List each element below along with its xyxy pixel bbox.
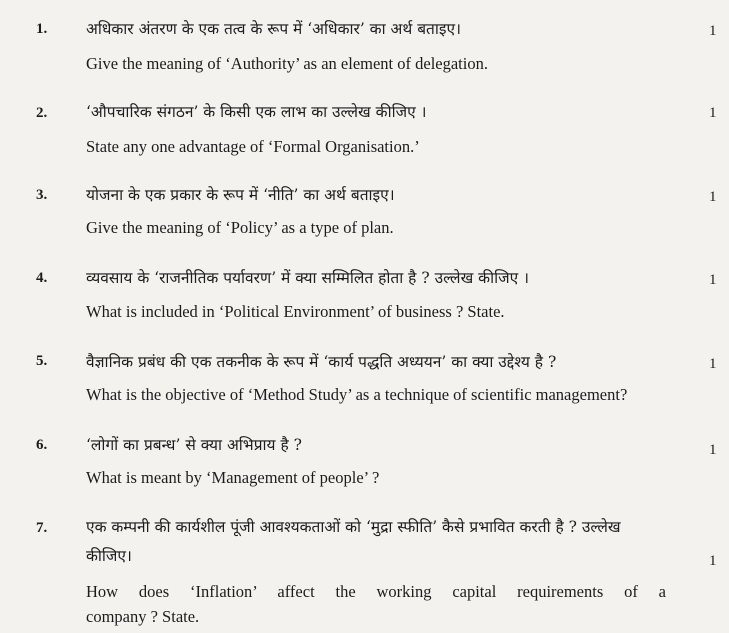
question-hindi: व्यवसाय के ‘राजनीतिक पर्यावरण’ में क्या सम्मिलित होता है ? उल्लेख कीजिए । (86, 269, 529, 287)
question-number: 2. (36, 105, 48, 121)
question-hindi: योजना के एक प्रकार के रूप में ‘नीति’ का अर्थ बताइए। (86, 186, 395, 204)
question-hindi-continued: कीजिए। (86, 547, 132, 565)
question-english: Give the meaning of ‘Authority’ as an element of delegation. (86, 54, 488, 73)
question-english: What is the objective of ‘Method Study’ as a technique of scientific management? (86, 385, 628, 404)
question-number: 5. (36, 353, 48, 369)
question-marks: 1 (709, 189, 717, 205)
question-marks: 1 (709, 553, 717, 569)
question-marks: 1 (709, 442, 717, 458)
question-number: 4. (36, 270, 48, 286)
question-hindi: ‘औपचारिक संगठन’ के किसी एक लाभ का उल्लेख कीजिए । (86, 103, 427, 121)
question-number: 1. (36, 21, 48, 37)
question-english: How does ‘Inflation’ affect the working capital requirements of a (86, 582, 666, 601)
question-number: 3. (36, 187, 48, 203)
question-english: State any one advantage of ‘Formal Organisation.’ (86, 137, 420, 156)
question-english: What is included in ‘Political Environment’ of business ? State. (86, 302, 505, 321)
question-marks: 1 (709, 23, 717, 39)
question-marks: 1 (709, 105, 717, 121)
question-marks: 1 (709, 356, 717, 372)
question-number: 6. (36, 437, 48, 453)
question-english: Give the meaning of ‘Policy’ as a type of plan. (86, 218, 394, 237)
question-hindi: वैज्ञानिक प्रबंध की एक तकनीक के रूप में ‘कार्य पद्धति अध्ययन’ का क्या उद्देश्य है ? (86, 353, 557, 371)
question-number: 7. (36, 520, 48, 536)
question-hindi: एक कम्पनी की कार्यशील पूंजी आवश्यकताओं को ‘मुद्रा स्फीति’ कैसे प्रभावित करती है ? उल्लेख (86, 518, 621, 536)
question-english: What is meant by ‘Management of people’ ? (86, 468, 380, 487)
question-hindi: ‘लोगों का प्रबन्ध’ से क्या अभिप्राय है ? (86, 436, 302, 454)
question-marks: 1 (709, 272, 717, 288)
question-english-continued: company ? State. (86, 607, 200, 626)
question-hindi: अधिकार अंतरण के एक तत्व के रूप में ‘अधिकार’ का अर्थ बताइए। (86, 20, 461, 38)
